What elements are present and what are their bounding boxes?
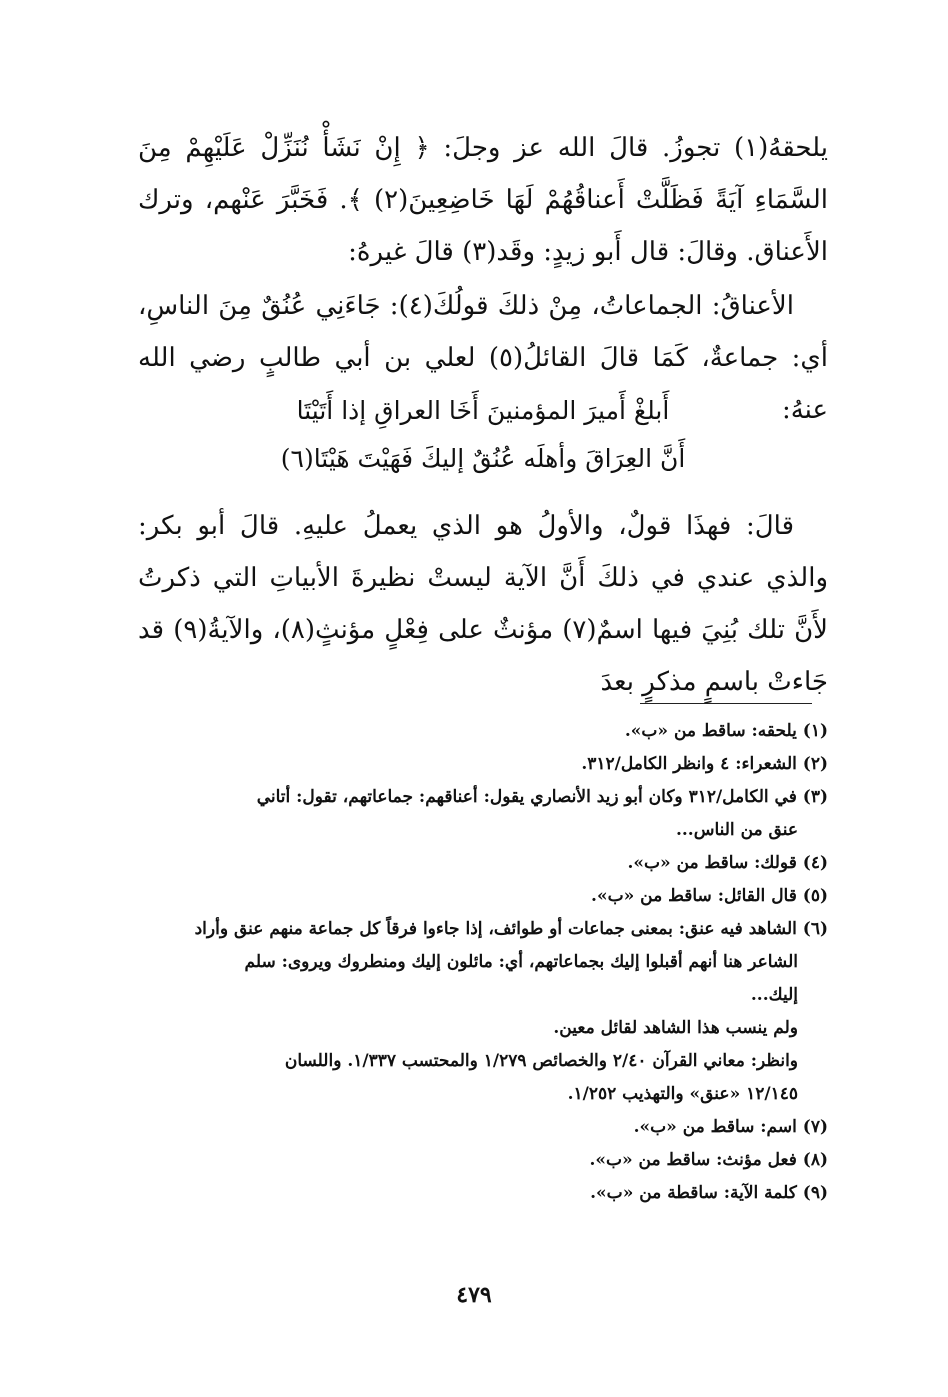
footnote-2: (٢) الشعراء: ٤ وانظر الكامل/٣١٢. xyxy=(581,754,828,774)
footnote-6-reference-1: وانظر: معاني القرآن ٢/٤٠ والخصائص ١/٢٧٩ والمحتسب ١/٣٣٧. واللسان xyxy=(284,1051,798,1071)
footnotes-section xyxy=(138,715,828,1210)
footnote-6-continuation-2: إليك... xyxy=(750,985,798,1005)
footnote-4: (٤) قولك: ساقط من «ب». xyxy=(627,853,828,873)
footnote-3-continuation: عنق من الناس... xyxy=(675,820,798,840)
poem-verse-line-1: أَبلغْ أَميرَ المؤمنينَ أَخَا العراقِ إذا أَتَيْتَا xyxy=(296,396,670,425)
poem-verse-line-2: أَنَّ العِرَاقَ وأهلَه عُنُقٌ إليكَ فَهَيْتَ هَيْتَا(٦) xyxy=(280,444,686,473)
footnote-7: (٧) اسم: ساقط من «ب». xyxy=(633,1117,828,1137)
footnote-6-continuation-1: الشاعر هنا أنهم أقبلوا إليك بجماعاتهم، أي: مائلون إليك ومنطروك ويروى: سلم xyxy=(244,952,798,972)
footnote-divider xyxy=(640,703,812,704)
footnote-9: (٩) كلمة الآية: ساقطة من «ب». xyxy=(590,1183,828,1203)
footnote-6: (٦) الشاهد فيه عنق: بمعنى جماعات أو طوائف، إذا جاءوا فرقاً كل جماعة منهم عنق وأراد xyxy=(194,919,828,939)
footnote-8: (٨) فعل مؤنث: ساقط من «ب». xyxy=(589,1150,828,1170)
footnote-6-note: ولم ينسب هذا الشاهد لقائل معين. xyxy=(553,1018,798,1038)
page-number: ٤٧٩ xyxy=(456,1282,492,1308)
footnote-1: (١) يلحقه: ساقط من «ب». xyxy=(624,721,828,741)
body-paragraph-1: يلحقهُ(١) تجوزُ. قالَ الله عز وجلَ: ﴿ إِنْ نَشَأْ نُنَزِّلْ عَلَيْهِمْ مِنَ السَّمَاءِ آيَةً فَظَلَّتْ أَعناقُهُمْ لَهَا خَاضِعِينَ(٢) ﴾. فَخَبَّرَ عَنْهم، وترك الأَعناق. وقالَ: قال أَبو زيدٍ: وقَد(٣) قالَ غيرهُ: xyxy=(138,133,828,267)
body-paragraph-2: الأعناقُ: الجماعاتُ، مِنْ ذلكَ قولُكَ(٤): جَاءَنِي عُنُقٌ مِنَ الناسِ، أي: جماعةٌ، كَمَا قالَ القائلُ(٥) لعلي بن أبي طالبٍ رضي الله عنهُ: xyxy=(138,291,829,425)
body-paragraph-3: قالَ: فهذَا قولٌ، والأولُ هو الذي يعملُ عليهِ. قالَ أبو بكر: والذي عندي في ذلكَ أَنَّ الآية ليستْ نظيرةَ الأبياتِ التي ذكرتُ لأَنَّ تلك بُنِيَ فيها اسمٌ(٧) مؤنثٌ على فِعْلٍ مؤنثٍ(٨)، والآيةُ(٩) قد جَاءتْ باسمٍ مذكرٍ بعدَ xyxy=(138,511,828,697)
footnote-5: (٥) قال القائل: ساقط من «ب». xyxy=(591,886,828,906)
footnote-6-reference-2: ١٢/١٤٥ «عنق» والتهذيب ١/٢٥٢. xyxy=(567,1084,798,1104)
footnote-3: (٣) في الكامل/٣١٢ وكان أبو زيد الأنصاري يقول: أعناقهم: جماعاتهم، تقول: أتاني xyxy=(256,787,828,807)
